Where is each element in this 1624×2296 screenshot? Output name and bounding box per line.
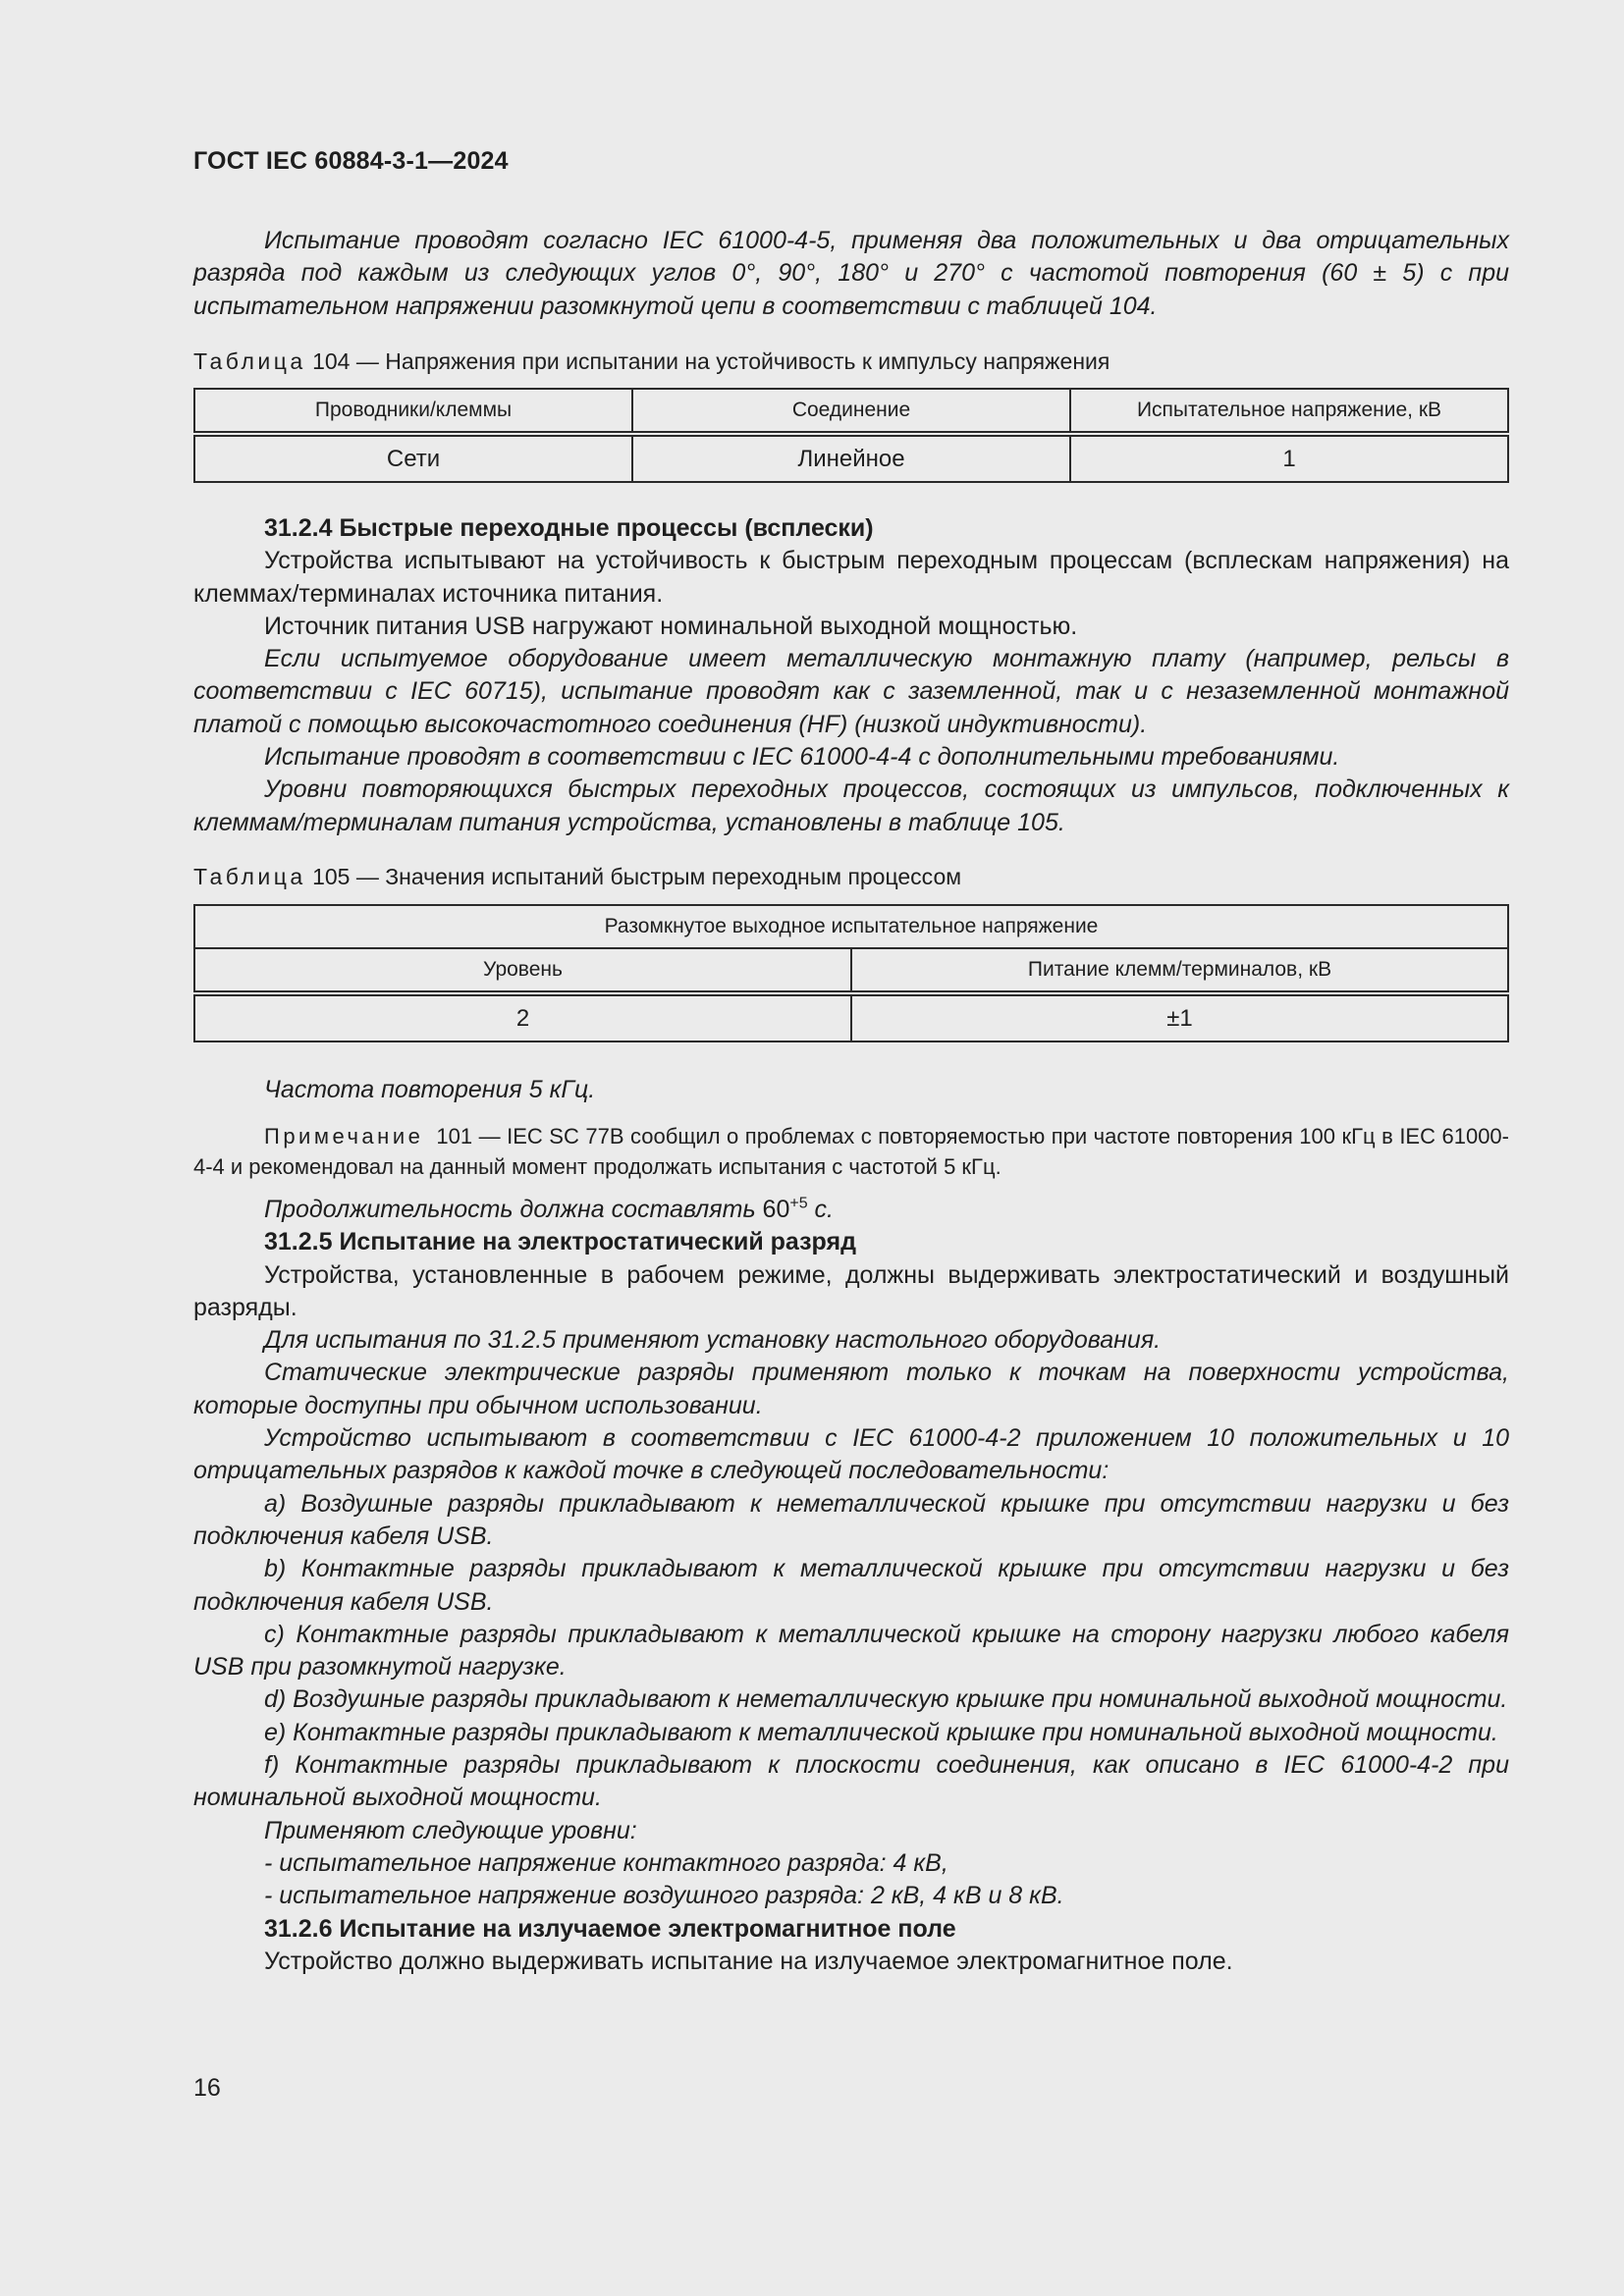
table105-caption [193, 862, 1509, 891]
frequency-section [193, 1074, 1509, 1106]
table104-caption-text: 104 — Напряжения при испытании на устойчивость к импульсу напряжения [312, 348, 1110, 374]
table105-row [194, 993, 1508, 1041]
duration-text [193, 1194, 1509, 1226]
paragraph: Источник питания USB нагружают номинальной выходной мощностью. [264, 612, 1078, 640]
list-item: f) Контактные разряды прикладывают к плоскости соединения, как описано в IEC 61000-4-2 при номинальной выходной мощности. [193, 1751, 1509, 1812]
table105-header-row [194, 948, 1508, 993]
duration-sup: +5 [789, 1195, 808, 1212]
intro-section [193, 225, 1509, 323]
section-heading: 31.2.4 Быстрые переходные процессы (всплески) [264, 514, 874, 542]
list-item: e) Контактные разряды прикладывают к металлической крышке при номинальной выходной мощности. [264, 1718, 1498, 1746]
levels-intro: Применяют следующие уровни: [264, 1816, 637, 1844]
duration-base: 60 [762, 1196, 790, 1223]
list-item: a) Воздушные разряды прикладывают к неметаллической крышке при отсутствии нагрузки и без подключения кабеля USB. [193, 1489, 1509, 1550]
page-number: 16 [193, 2074, 221, 2102]
table104 [193, 388, 1509, 483]
paragraph: Уровни повторяющихся быстрых переходных процессов, состоящих из импульсов, подключенных к клеммам/терминалам питания устройства, установлены в таблице 105. [193, 775, 1509, 836]
frequency-text: Частота повторения 5 кГц. [264, 1076, 596, 1103]
paragraph: Статические электрические разряды применяют только к точкам на поверхности устройства, которые доступны при обычном использовании. [193, 1359, 1509, 1419]
list-item: c) Контактные разряды прикладывают к металлической крышке на сторону нагрузки любого кабеля USB при разомкнутой нагрузке. [193, 1620, 1509, 1682]
paragraph: Испытание проводят в соответствии с IEC 61000-4-4 с дополнительными требованиями. [264, 743, 1340, 772]
list-item: b) Контактные разряды прикладывают к металлической крышке при отсутствии нагрузки и без подключения кабеля USB. [193, 1555, 1509, 1616]
duration-after: с. [807, 1196, 835, 1223]
table104-caption [193, 347, 1509, 376]
table105-span-header: Разомкнутое выходное испытательное напряжение [194, 905, 1508, 948]
paragraph: Устройство должно выдерживать испытание на излучаемое электромагнитное поле. [264, 1947, 1233, 1975]
table104-header-cell: Соединение [632, 389, 1070, 434]
paragraph: Устройство испытывают в соответствии с IEC 61000-4-2 приложением 10 положительных и 10 отрицательных разрядов к каждой точке в следующей последовательности: [193, 1424, 1509, 1485]
paragraph: Устройства испытывают на устойчивость к быстрым переходным процессам (всплескам напряжения) на клеммах/терминалах источника питания. [193, 547, 1509, 608]
table105-cell: ±1 [851, 993, 1508, 1041]
table105-header-cell: Уровень [194, 948, 851, 993]
table104-header-row [194, 389, 1508, 434]
list-item: d) Воздушные разряды прикладывают к неметаллическую крышке при номинальной выходной мощности. [264, 1685, 1508, 1714]
paragraph: Если испытуемое оборудование имеет металлическую монтажную плату (например, рельсы в соответствии с IEC 60715), испытание проводят как с заземленной, так и с незаземленной монтажной платой с помощью высокочастотного соединения (HF) (низкой индуктивности). [193, 645, 1509, 738]
section-heading: 31.2.5 Испытание на электростатический разряд [264, 1228, 856, 1256]
table105-header-cell: Питание клемм/терминалов, кВ [851, 948, 1508, 993]
table105-caption-text: 105 — Значения испытаний быстрым переходным процессом [312, 864, 962, 889]
table104-header-cell: Испытательное напряжение, кВ [1070, 389, 1508, 434]
paragraph: Устройства, установленные в рабочем режиме, должны выдерживать электростатический и воздушный разряды. [193, 1260, 1509, 1321]
level-item: - испытательное напряжение воздушного разряда: 2 кВ, 4 кВ и 8 кВ. [264, 1882, 1064, 1910]
note-text: 101 — IEC SC 77B сообщил о проблемах с повторяемостью при частоте повторения 100 кГц в IEC 61000-4-4 и рекомендовал на данный момент продолжать испытания с частотой 5 кГц. [193, 1124, 1509, 1179]
table104-cell: Сети [194, 434, 632, 482]
table105-caption-label: Таблица [193, 864, 306, 889]
section-31-2-5 [193, 1194, 1509, 1978]
note [193, 1121, 1509, 1182]
note-label: Примечание [264, 1124, 424, 1148]
note-section [193, 1121, 1509, 1182]
section-heading: 31.2.6 Испытание на излучаемое электромагнитное поле [264, 1914, 956, 1943]
table104-header-cell: Проводники/клеммы [194, 389, 632, 434]
table105 [193, 904, 1509, 1042]
table104-row [194, 434, 1508, 482]
paragraph: Для испытания по 31.2.5 применяют установку настольного оборудования. [264, 1326, 1162, 1355]
intro-paragraph: Испытание проводят согласно IEC 61000-4-5, применяя два положительных и два отрицательных разряда под каждым из следующих углов 0°, 90°, 180° и 270° с частотой повторения (60 ± 5) с при испытательном напряжении разомкнутой цепи в соответствии с таблицей 104. [193, 227, 1509, 320]
table104-cell: Линейное [632, 434, 1070, 482]
table105-cell: 2 [194, 993, 851, 1041]
document-header: ГОСТ IEC 60884-3-1—2024 [193, 147, 509, 175]
section-31-2-4 [193, 512, 1509, 839]
table104-caption-label: Таблица [193, 348, 306, 374]
level-item: - испытательное напряжение контактного разряда: 4 кВ, [264, 1848, 948, 1877]
duration-before: Продолжительность должна составлять [264, 1196, 763, 1223]
table105-span-header-row [194, 905, 1508, 948]
table104-cell: 1 [1070, 434, 1508, 482]
